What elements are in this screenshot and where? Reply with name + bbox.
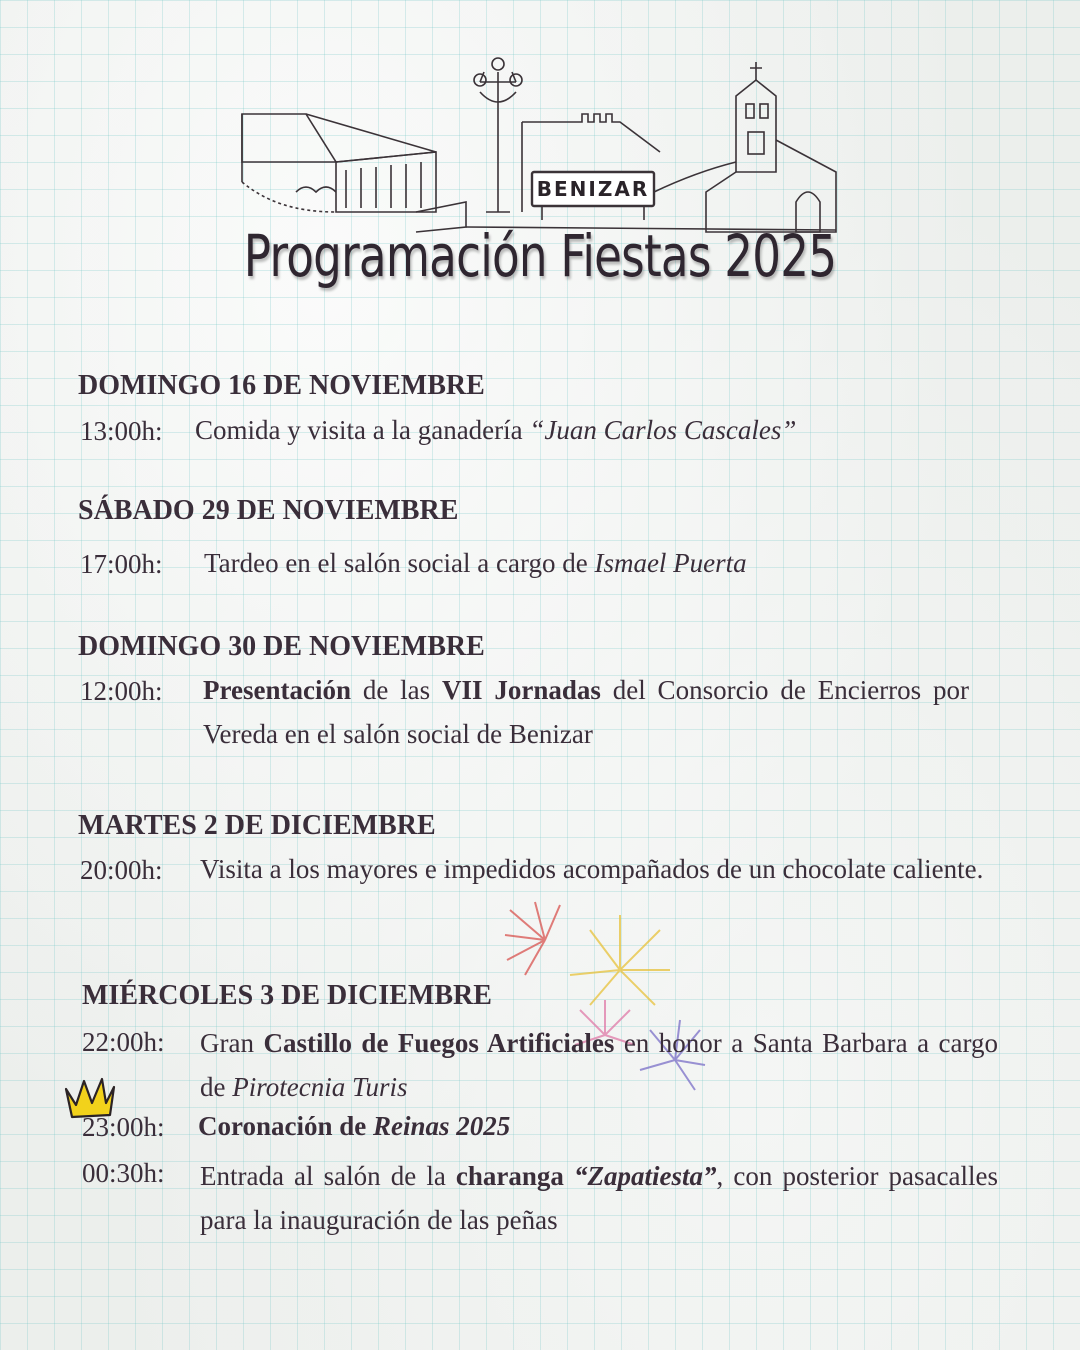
event-time: 23:00h: — [82, 1112, 165, 1142]
day-heading-2-dic: MARTES 2 DE DICIEMBRE — [78, 810, 436, 841]
event-time: 20:00h: — [80, 855, 163, 885]
benizar-sign: BENIZAR — [536, 177, 650, 201]
day-heading-3-dic: MIÉRCOLES 3 DE DICIEMBRE — [82, 980, 492, 1011]
street-lamp-icon — [474, 58, 522, 212]
firework-burst-red — [505, 902, 560, 975]
event-time: 00:30h: — [82, 1158, 165, 1188]
day-heading-30-nov: DOMINGO 30 DE NOVIEMBRE — [78, 631, 485, 662]
event-time: 13:00h: — [80, 416, 163, 446]
firework-burst-yellow — [570, 915, 670, 1005]
page-title: Programación Fiestas 2025 — [243, 222, 837, 290]
event-time: 22:00h: — [82, 1027, 165, 1057]
event-time: 12:00h: — [80, 676, 163, 706]
day-heading-16-nov: DOMINGO 16 DE NOVIEMBRE — [78, 370, 485, 401]
event-description: Comida y visita a la ganadería “Juan Carlos Cascales” — [195, 415, 797, 445]
event-description: Presentación de las VII Jornadas del Consorcio de Encierros por Vereda en el salón social de Benizar — [203, 675, 970, 749]
event-description: Visita a los mayores e impedidos acompañados de un chocolate caliente. — [200, 854, 984, 884]
village-skyline-illustration — [236, 52, 848, 242]
event-description: Entrada al salón de la charanga “Zapatiesta”, con posterior pasacalles para la inauguración de las peñas — [200, 1161, 998, 1235]
event-description: Tardeo en el salón social a cargo de Ismael Puerta — [204, 548, 747, 578]
day-heading-29-nov: SÁBADO 29 DE NOVIEMBRE — [78, 495, 459, 526]
event-description: Gran Castillo de Fuegos Artificiales en honor a Santa Barbara a cargo de Pirotecnia Turis — [200, 1028, 998, 1102]
event-description: Coronación de Reinas 2025 — [198, 1111, 511, 1141]
event-time: 17:00h: — [80, 549, 163, 579]
